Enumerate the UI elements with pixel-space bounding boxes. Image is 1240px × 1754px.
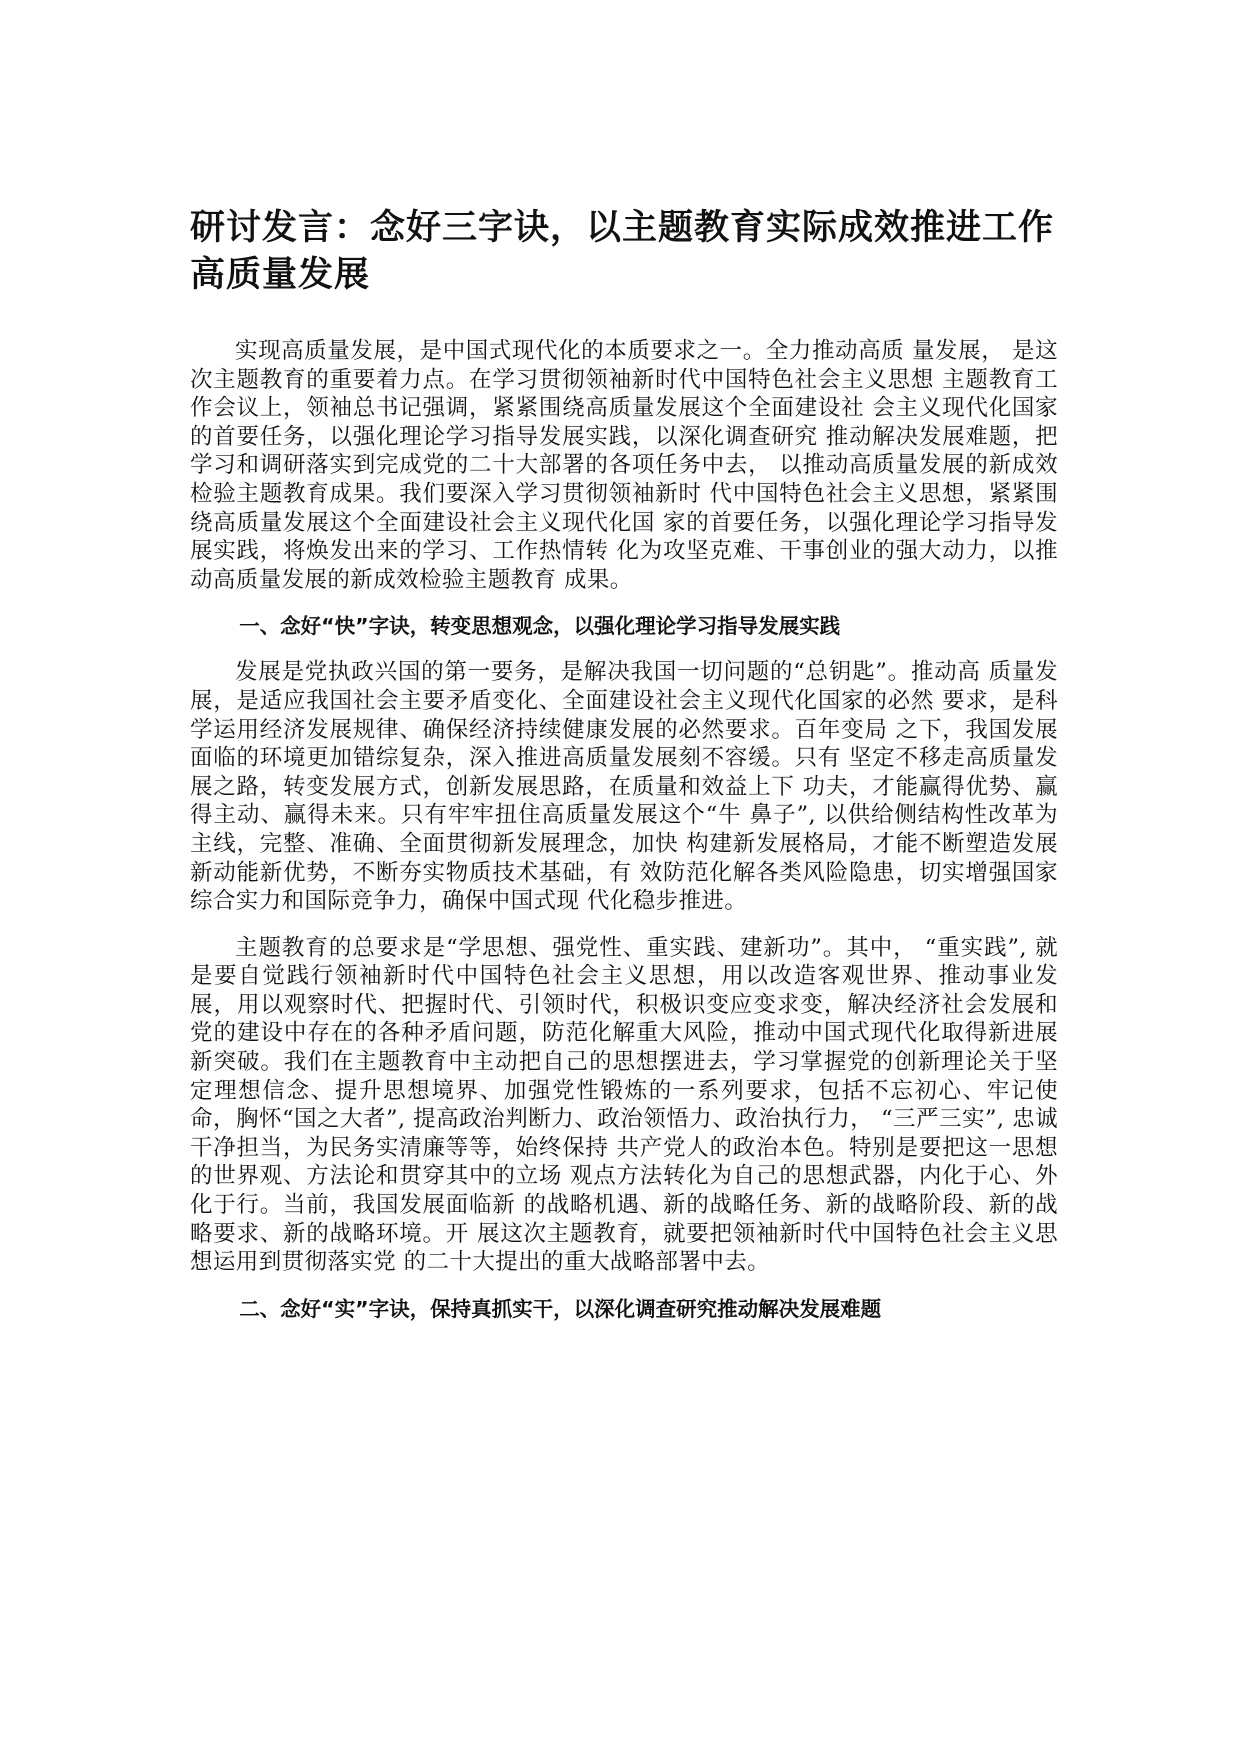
- document-title: 研讨发言：念好三字诀，以主题教育实际成效推进工作高质量发展: [190, 208, 1055, 295]
- section-1-heading: 一、念好“快”字诀，转变思想观念，以强化理论学习指导发展实践: [239, 614, 841, 639]
- document-page: [190, 205, 1058, 1341]
- section-1-paragraph-1: 发展是党执政兴国的第一要务，是解决我国一切问题的“总钥匙”。推动高 质量发展，是适应我国社会主要矛盾变化、全面建设社会主义现代化国家的必然 要求，是科学运用经济发展规律、确保经济持续健康发展的必然要求。百年变局 之下，我国发展面临的环境更加错综复杂，深入推进高质量发展刻不容缓。只有 坚定不移走高质量发展之路，转变发展方式，创新发展思路，在质量和效益上下 功夫，才能赢得优势、赢得主动、赢得未来。只有牢牢扭住高质量发展这个“牛 鼻子”, 以供给侧结构性改革为主线，完整、准确、全面贯彻新发展理念，加快 构建新发展格局，才能不断塑造发展新动能新优势，不断夯实物质技术基础，有 效防范化解各类风险隐患，切实增强国家综合实力和国际竞争力，确保中国式现 代化稳步推进。: [190, 659, 1058, 915]
- intro-paragraph: 实现高质量发展，是中国式现代化的本质要求之一。全力推动高质 量发展， 是这次主题教育的重要着力点。在学习贯彻领袖新时代中国特色社会主义思想 主题教育工作会议上，领袖总书记强调，紧紧围绕高质量发展这个全面建设社 会主义现代化国家的首要任务，以强化理论学习指导发展实践，以深化调查研究 推动解决发展难题，把学习和调研落实到完成党的二十大部署的各项任务中去， 以推动高质量发展的新成效检验主题教育成果。我们要深入学习贯彻领袖新时 代中国特色社会主义思想，紧紧围绕高质量发展这个全面建设社会主义现代化国 家的首要任务，以强化理论学习指导发展实践，将焕发出来的学习、工作热情转 化为攻坚克难、干事创业的强大动力，以推动高质量发展的新成效检验主题教育 成果。: [190, 338, 1058, 593]
- section-1-paragraph-2: 主题教育的总要求是“学思想、强党性、重实践、建新功”。其中， “重实践”, 就是要自觉践行领袖新时代中国特色社会主义思想，用以改造客观世界、推动事业发展，用以观察时代、把握时代、引领时代，积极识变应变求变，解决经济社会发展和党的建设中存在的各种矛盾问题，防范化解重大风险，推动中国式现代化取得新进展新突破。我们在主题教育中主动把自己的思想摆进去，学习掌握党的创新理论关于坚定理想信念、提升思想境界、加强党性锻炼的一系列要求，包括不忘初心、牢记使命，胸怀“国之大者”, 提高政治判断力、政治领悟力、政治执行力， “三严三实”, 忠诚干净担当，为民务实清廉等等，始终保持 共产党人的政治本色。特别是要把这一思想的世界观、方法论和贯穿其中的立场 观点方法转化为自己的思想武器，内化于心、外化于行。当前，我国发展面临新 的战略机遇、新的战略任务、新的战略阶段、新的战略要求、新的战略环境。开 展这次主题教育，就要把领袖新时代中国特色社会主义思想运用到贯彻落实党 的二十大提出的重大战略部署中去。: [190, 934, 1058, 1276]
- section-2-heading: 二、念好“实”字诀，保持真抓实干，以深化调查研究推动解决发展难题: [239, 1296, 882, 1321]
